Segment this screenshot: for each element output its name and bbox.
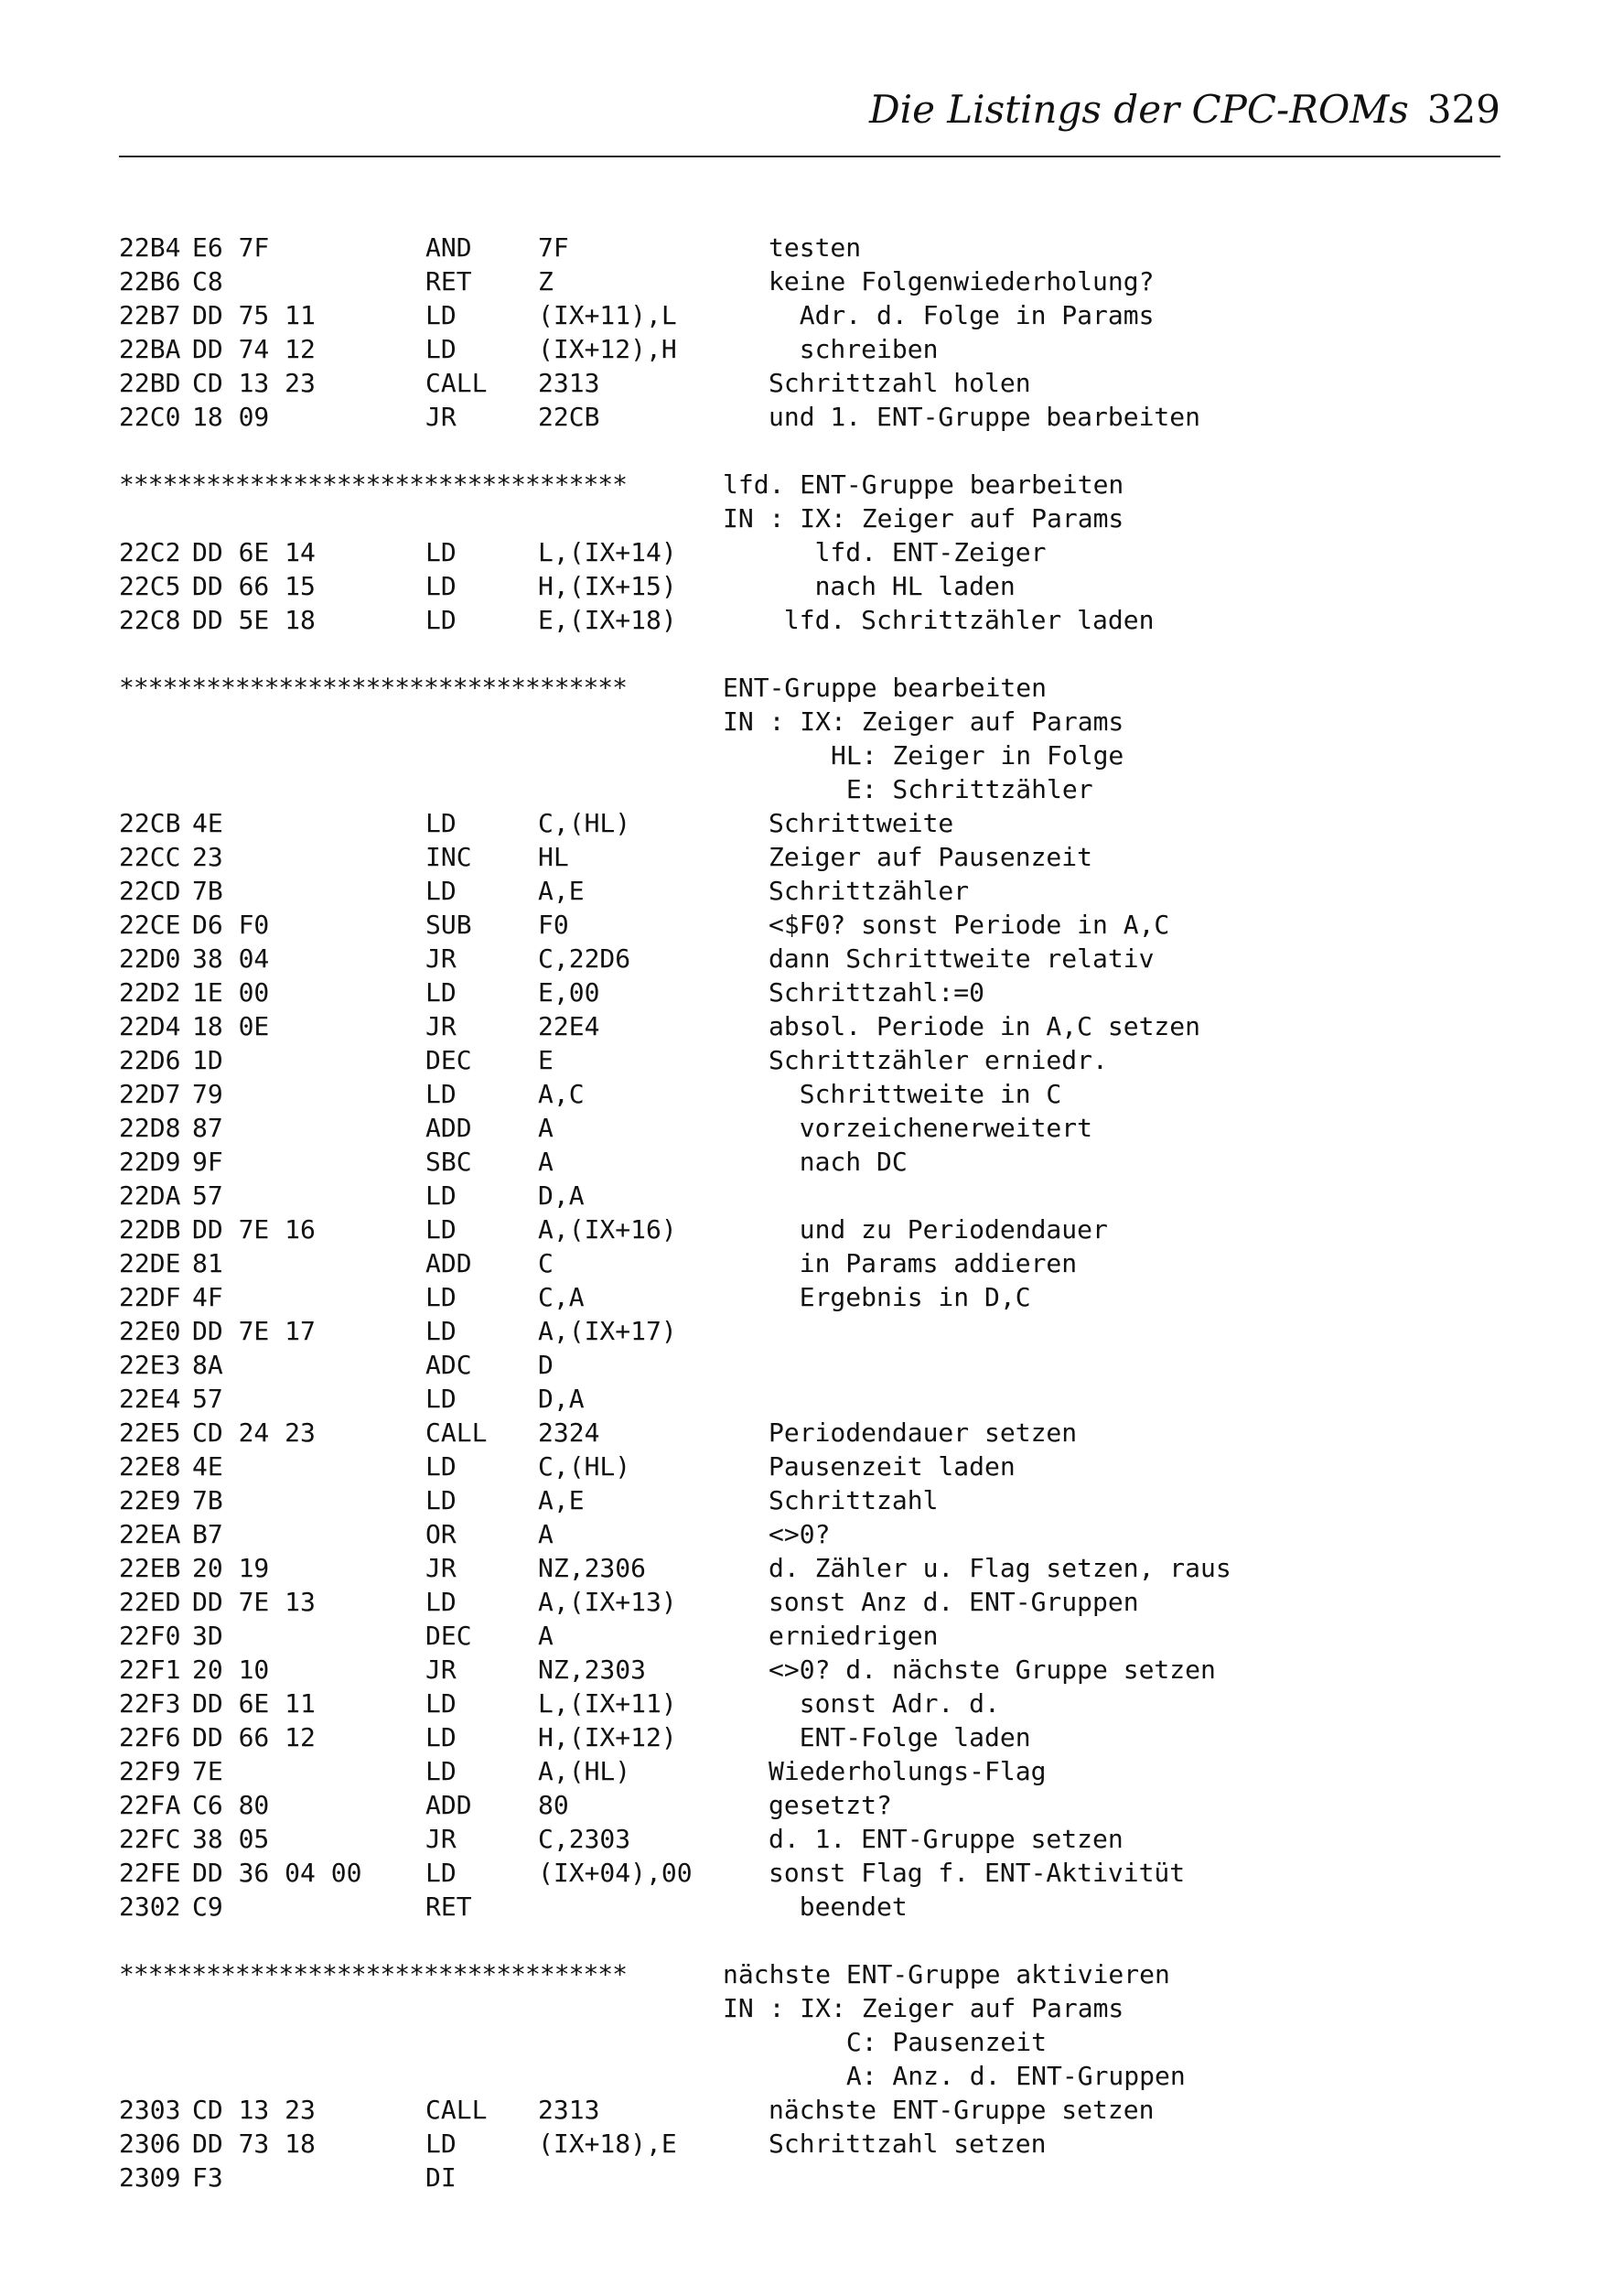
comment: nächste ENT-Gruppe setzen xyxy=(769,2095,1155,2125)
section-comment: IN : IX: Zeiger auf Params xyxy=(723,1993,1124,2023)
comment: absol. Periode in A,C setzen xyxy=(769,1011,1201,1041)
operand: C xyxy=(538,1248,554,1278)
section-header-line xyxy=(119,2059,1491,2093)
operand: (IX+11),L xyxy=(538,300,677,330)
section-header-line xyxy=(119,738,1491,772)
address: 2303 xyxy=(119,2095,181,2125)
mnemonic: DEC xyxy=(425,1621,472,1651)
mnemonic: AND xyxy=(425,232,472,263)
opcode-bytes: C8 xyxy=(192,266,223,296)
operand: C,(HL) xyxy=(538,1451,631,1482)
mnemonic: LD xyxy=(425,1587,457,1617)
operand: C,2303 xyxy=(538,1824,631,1854)
address: 22C5 xyxy=(119,571,181,601)
operand: A xyxy=(538,1147,554,1177)
comment: sonst Anz d. ENT-Gruppen xyxy=(769,1587,1139,1617)
mnemonic: LD xyxy=(425,808,457,838)
section-header-line xyxy=(119,705,1491,738)
code-line xyxy=(119,1483,1491,1517)
opcode-bytes: 57 xyxy=(192,1384,223,1414)
opcode-bytes: 7B xyxy=(192,1485,223,1515)
code-line xyxy=(119,332,1491,366)
address: 22EB xyxy=(119,1553,181,1583)
separator-stars: *********************************** xyxy=(119,1959,628,1989)
header-rule xyxy=(119,156,1500,157)
mnemonic: RET xyxy=(425,266,472,296)
header-title-line xyxy=(869,87,1500,132)
comment: Schrittzahl:=0 xyxy=(769,977,985,1008)
code-line xyxy=(119,1043,1491,1077)
address: 22C0 xyxy=(119,402,181,432)
section-header-line xyxy=(119,1957,1491,1991)
operand: A,E xyxy=(538,876,585,906)
address: 22EA xyxy=(119,1519,181,1549)
address: 22E3 xyxy=(119,1350,181,1380)
mnemonic: LD xyxy=(425,1485,457,1515)
comment: testen xyxy=(769,232,862,263)
section-comment: C: Pausenzeit xyxy=(723,2027,1048,2057)
code-line xyxy=(119,231,1491,264)
address: 22DA xyxy=(119,1180,181,1211)
opcode-bytes: DD 7E 16 xyxy=(192,1214,316,1245)
code-line xyxy=(119,1145,1491,1179)
opcode-bytes: 87 xyxy=(192,1113,223,1143)
code-line xyxy=(119,1246,1491,1280)
code-line xyxy=(119,1720,1491,1754)
comment: ENT-Folge laden xyxy=(769,1722,1031,1752)
mnemonic: LD xyxy=(425,876,457,906)
comment: <>0? d. nächste Gruppe setzen xyxy=(769,1655,1216,1685)
mnemonic: SUB xyxy=(425,910,472,940)
address: 22ED xyxy=(119,1587,181,1617)
page-number: 329 xyxy=(1426,87,1500,132)
operand: A,C xyxy=(538,1079,585,1109)
section-comment: E: Schrittzähler xyxy=(723,774,1093,804)
section-header-line xyxy=(119,501,1491,535)
code-line xyxy=(119,535,1491,569)
opcode-bytes: 79 xyxy=(192,1079,223,1109)
address: 22BA xyxy=(119,334,181,364)
code-line xyxy=(119,400,1491,434)
code-line xyxy=(119,1551,1491,1585)
operand: F0 xyxy=(538,910,569,940)
opcode-bytes: 38 04 xyxy=(192,943,270,974)
address: 22FA xyxy=(119,1790,181,1820)
operand: (IX+12),H xyxy=(538,334,677,364)
comment: lfd. Schrittzähler laden xyxy=(769,605,1155,635)
operand: (IX+18),E xyxy=(538,2129,677,2159)
opcode-bytes: 81 xyxy=(192,1248,223,1278)
opcode-bytes: 23 xyxy=(192,842,223,872)
opcode-bytes: DD 5E 18 xyxy=(192,605,316,635)
comment: Schrittzahl xyxy=(769,1485,939,1515)
mnemonic: ADC xyxy=(425,1350,472,1380)
mnemonic: LD xyxy=(425,1858,457,1888)
comment: beendet xyxy=(769,1892,908,1922)
mnemonic: ADD xyxy=(425,1790,472,1820)
mnemonic: CALL xyxy=(425,368,488,398)
comment: erniedrigen xyxy=(769,1621,939,1651)
mnemonic: LD xyxy=(425,1214,457,1245)
opcode-bytes: 20 10 xyxy=(192,1655,270,1685)
comment: Zeiger auf Pausenzeit xyxy=(769,842,1093,872)
code-line xyxy=(119,2127,1491,2161)
mnemonic: LD xyxy=(425,537,457,567)
code-line xyxy=(119,976,1491,1009)
operand: 2324 xyxy=(538,1417,600,1448)
section-comment: ENT-Gruppe bearbeiten xyxy=(723,673,1048,703)
address: 22F1 xyxy=(119,1655,181,1685)
mnemonic: LD xyxy=(425,1688,457,1719)
comment: d. Zähler u. Flag setzen, raus xyxy=(769,1553,1231,1583)
opcode-bytes: DD 36 04 00 xyxy=(192,1858,362,1888)
opcode-bytes: D6 F0 xyxy=(192,910,270,940)
blank-line xyxy=(119,637,1491,671)
operand: 22CB xyxy=(538,402,600,432)
opcode-bytes: 7B xyxy=(192,876,223,906)
operand: 7F xyxy=(538,232,569,263)
mnemonic: LD xyxy=(425,1079,457,1109)
opcode-bytes: E6 7F xyxy=(192,232,270,263)
separator-stars: *********************************** xyxy=(119,673,628,703)
mnemonic: LD xyxy=(425,571,457,601)
address: 22E4 xyxy=(119,1384,181,1414)
code-line xyxy=(119,264,1491,298)
address: 22D4 xyxy=(119,1011,181,1041)
opcode-bytes: 18 0E xyxy=(192,1011,270,1041)
mnemonic: LD xyxy=(425,1316,457,1346)
address: 22D8 xyxy=(119,1113,181,1143)
opcode-bytes: DD 74 12 xyxy=(192,334,316,364)
opcode-bytes: B7 xyxy=(192,1519,223,1549)
code-line xyxy=(119,1687,1491,1720)
comment: Schrittweite xyxy=(769,808,954,838)
mnemonic: LD xyxy=(425,1384,457,1414)
operand: L,(IX+14) xyxy=(538,537,677,567)
comment: und 1. ENT-Gruppe bearbeiten xyxy=(769,402,1201,432)
operand: NZ,2306 xyxy=(538,1553,647,1583)
mnemonic: LD xyxy=(425,1722,457,1752)
address: 22D9 xyxy=(119,1147,181,1177)
mnemonic: LD xyxy=(425,1282,457,1312)
comment: Adr. d. Folge in Params xyxy=(769,300,1155,330)
code-line xyxy=(119,942,1491,976)
comment: Periodendauer setzen xyxy=(769,1417,1078,1448)
operand: C,(HL) xyxy=(538,808,631,838)
comment: und zu Periodendauer xyxy=(769,1214,1108,1245)
comment: Ergebnis in D,C xyxy=(769,1282,1031,1312)
code-line xyxy=(119,806,1491,840)
code-line xyxy=(119,1314,1491,1348)
mnemonic: LD xyxy=(425,334,457,364)
comment: d. 1. ENT-Gruppe setzen xyxy=(769,1824,1124,1854)
operand: A,E xyxy=(538,1485,585,1515)
operand: L,(IX+11) xyxy=(538,1688,677,1719)
address: 22CE xyxy=(119,910,181,940)
address: 2306 xyxy=(119,2129,181,2159)
mnemonic: LD xyxy=(425,1180,457,1211)
opcode-bytes: 3D xyxy=(192,1621,223,1651)
section-header-line xyxy=(119,671,1491,705)
mnemonic: OR xyxy=(425,1519,457,1549)
opcode-bytes: C6 80 xyxy=(192,1790,270,1820)
code-line xyxy=(119,1111,1491,1145)
mnemonic: CALL xyxy=(425,2095,488,2125)
page-header xyxy=(119,87,1500,151)
operand: 2313 xyxy=(538,368,600,398)
mnemonic: JR xyxy=(425,402,457,432)
code-line xyxy=(119,1280,1491,1314)
code-line xyxy=(119,1009,1491,1043)
opcode-bytes: DD 66 12 xyxy=(192,1722,316,1752)
address: 22BD xyxy=(119,368,181,398)
opcode-bytes: CD 13 23 xyxy=(192,368,316,398)
opcode-bytes: 9F xyxy=(192,1147,223,1177)
mnemonic: LD xyxy=(425,1451,457,1482)
operand: (IX+04),00 xyxy=(538,1858,693,1888)
code-line xyxy=(119,1890,1491,1924)
opcode-bytes: DD 73 18 xyxy=(192,2129,316,2159)
comment: lfd. ENT-Zeiger xyxy=(769,537,1047,567)
mnemonic: LD xyxy=(425,977,457,1008)
mnemonic: LD xyxy=(425,1756,457,1786)
code-line xyxy=(119,1213,1491,1246)
address: 22DF xyxy=(119,1282,181,1312)
comment: schreiben xyxy=(769,334,939,364)
mnemonic: DEC xyxy=(425,1045,472,1075)
address: 22E9 xyxy=(119,1485,181,1515)
address: 22C2 xyxy=(119,537,181,567)
comment: Wiederholungs-Flag xyxy=(769,1756,1047,1786)
address: 22F6 xyxy=(119,1722,181,1752)
address: 22CD xyxy=(119,876,181,906)
comment: Schrittzahl holen xyxy=(769,368,1031,398)
opcode-bytes: 7E xyxy=(192,1756,223,1786)
assembly-listing xyxy=(119,231,1491,2194)
code-line xyxy=(119,1416,1491,1450)
code-line xyxy=(119,1822,1491,1856)
operand: E,(IX+18) xyxy=(538,605,677,635)
mnemonic: LD xyxy=(425,605,457,635)
address: 22D6 xyxy=(119,1045,181,1075)
code-line xyxy=(119,1517,1491,1551)
mnemonic: JR xyxy=(425,1824,457,1854)
opcode-bytes: C9 xyxy=(192,1892,223,1922)
comment: keine Folgenwiederholung? xyxy=(769,266,1155,296)
code-line xyxy=(119,1585,1491,1619)
opcode-bytes: 4E xyxy=(192,1451,223,1482)
section-header-line xyxy=(119,1991,1491,2025)
mnemonic: RET xyxy=(425,1892,472,1922)
code-line xyxy=(119,603,1491,637)
code-line xyxy=(119,1450,1491,1483)
address: 22CC xyxy=(119,842,181,872)
section-comment: IN : IX: Zeiger auf Params xyxy=(723,706,1124,737)
code-line xyxy=(119,2161,1491,2194)
address: 22F0 xyxy=(119,1621,181,1651)
address: 22FE xyxy=(119,1858,181,1888)
section-header-line xyxy=(119,772,1491,806)
code-line xyxy=(119,1348,1491,1382)
section-comment: IN : IX: Zeiger auf Params xyxy=(723,503,1124,534)
opcode-bytes: 18 09 xyxy=(192,402,270,432)
comment: Pausenzeit laden xyxy=(769,1451,1016,1482)
opcode-bytes: DD 66 15 xyxy=(192,571,316,601)
section-comment: nächste ENT-Gruppe aktivieren xyxy=(723,1959,1170,1989)
comment: in Params addieren xyxy=(769,1248,1078,1278)
opcode-bytes: 57 xyxy=(192,1180,223,1211)
comment: Schrittzahl setzen xyxy=(769,2129,1047,2159)
address: 22E0 xyxy=(119,1316,181,1346)
operand: H,(IX+15) xyxy=(538,571,677,601)
operand: C,22D6 xyxy=(538,943,631,974)
opcode-bytes: F3 xyxy=(192,2162,223,2193)
code-line xyxy=(119,2093,1491,2127)
mnemonic: JR xyxy=(425,1655,457,1685)
address: 22C8 xyxy=(119,605,181,635)
opcode-bytes: 4F xyxy=(192,1282,223,1312)
operand: D,A xyxy=(538,1384,585,1414)
mnemonic: CALL xyxy=(425,1417,488,1448)
comment: dann Schrittweite relativ xyxy=(769,943,1155,974)
section-comment: lfd. ENT-Gruppe bearbeiten xyxy=(723,469,1124,500)
opcode-bytes: CD 24 23 xyxy=(192,1417,316,1448)
opcode-bytes: DD 7E 17 xyxy=(192,1316,316,1346)
code-line xyxy=(119,1382,1491,1416)
code-line xyxy=(119,1653,1491,1687)
section-comment: A: Anz. d. ENT-Gruppen xyxy=(723,2061,1186,2091)
code-line xyxy=(119,1856,1491,1890)
blank-line xyxy=(119,1924,1491,1957)
address: 22D7 xyxy=(119,1079,181,1109)
operand: D,A xyxy=(538,1180,585,1211)
mnemonic: JR xyxy=(425,1011,457,1041)
comment: Schrittzähler xyxy=(769,876,970,906)
code-line xyxy=(119,366,1491,400)
code-line xyxy=(119,908,1491,942)
address: 22FC xyxy=(119,1824,181,1854)
operand: 22E4 xyxy=(538,1011,600,1041)
address: 22D0 xyxy=(119,943,181,974)
opcode-bytes: 20 19 xyxy=(192,1553,270,1583)
running-title: Die Listings der CPC-ROMs xyxy=(868,87,1409,132)
opcode-bytes: DD 6E 14 xyxy=(192,537,316,567)
opcode-bytes: DD 75 11 xyxy=(192,300,316,330)
opcode-bytes: 1D xyxy=(192,1045,223,1075)
mnemonic: LD xyxy=(425,300,457,330)
mnemonic: ADD xyxy=(425,1113,472,1143)
address: 22DE xyxy=(119,1248,181,1278)
mnemonic: DI xyxy=(425,2162,457,2193)
opcode-bytes: DD 6E 11 xyxy=(192,1688,316,1719)
operand: A,(IX+17) xyxy=(538,1316,677,1346)
opcode-bytes: DD 7E 13 xyxy=(192,1587,316,1617)
operand: Z xyxy=(538,266,554,296)
operand: A xyxy=(538,1113,554,1143)
opcode-bytes: 1E 00 xyxy=(192,977,270,1008)
mnemonic: SBC xyxy=(425,1147,472,1177)
address: 22F9 xyxy=(119,1756,181,1786)
comment: sonst Adr. d. xyxy=(769,1688,1000,1719)
address: 22DB xyxy=(119,1214,181,1245)
code-line xyxy=(119,1619,1491,1653)
address: 2309 xyxy=(119,2162,181,2193)
opcode-bytes: 8A xyxy=(192,1350,223,1380)
mnemonic: INC xyxy=(425,842,472,872)
operand: A,(IX+16) xyxy=(538,1214,677,1245)
comment: <>0? xyxy=(769,1519,831,1549)
address: 2302 xyxy=(119,1892,181,1922)
mnemonic: ADD xyxy=(425,1248,472,1278)
operand: A,(IX+13) xyxy=(538,1587,677,1617)
comment: sonst Flag f. ENT-Aktivitüt xyxy=(769,1858,1186,1888)
operand: 80 xyxy=(538,1790,569,1820)
operand: A xyxy=(538,1621,554,1651)
operand: D xyxy=(538,1350,554,1380)
code-line xyxy=(119,298,1491,332)
operand: HL xyxy=(538,842,569,872)
code-line xyxy=(119,1788,1491,1822)
separator-stars: *********************************** xyxy=(119,469,628,500)
comment: gesetzt? xyxy=(769,1790,892,1820)
section-header-line xyxy=(119,2025,1491,2059)
code-line xyxy=(119,1179,1491,1213)
operand: A xyxy=(538,1519,554,1549)
mnemonic: JR xyxy=(425,943,457,974)
address: 22E5 xyxy=(119,1417,181,1448)
address: 22B4 xyxy=(119,232,181,263)
section-comment: HL: Zeiger in Folge xyxy=(723,740,1124,771)
comment: <$F0? sonst Periode in A,C xyxy=(769,910,1170,940)
mnemonic: JR xyxy=(425,1553,457,1583)
address: 22CB xyxy=(119,808,181,838)
code-line xyxy=(119,1077,1491,1111)
comment: vorzeichenerweitert xyxy=(769,1113,1093,1143)
code-line xyxy=(119,840,1491,874)
address: 22E8 xyxy=(119,1451,181,1482)
address: 22B6 xyxy=(119,266,181,296)
blank-line xyxy=(119,434,1491,468)
section-header-line xyxy=(119,468,1491,501)
operand: 2313 xyxy=(538,2095,600,2125)
address: 22F3 xyxy=(119,1688,181,1719)
operand: NZ,2303 xyxy=(538,1655,647,1685)
opcode-bytes: 38 05 xyxy=(192,1824,270,1854)
address: 22B7 xyxy=(119,300,181,330)
comment: Schrittweite in C xyxy=(769,1079,1062,1109)
opcode-bytes: CD 13 23 xyxy=(192,2095,316,2125)
operand: E,00 xyxy=(538,977,600,1008)
address: 22D2 xyxy=(119,977,181,1008)
comment: Schrittzähler erniedr. xyxy=(769,1045,1108,1075)
code-line xyxy=(119,1754,1491,1788)
comment: nach HL laden xyxy=(769,571,1016,601)
operand: H,(IX+12) xyxy=(538,1722,677,1752)
mnemonic: LD xyxy=(425,2129,457,2159)
code-line xyxy=(119,874,1491,908)
operand: E xyxy=(538,1045,554,1075)
operand: C,A xyxy=(538,1282,585,1312)
code-line xyxy=(119,569,1491,603)
comment: nach DC xyxy=(769,1147,908,1177)
opcode-bytes: 4E xyxy=(192,808,223,838)
operand: A,(HL) xyxy=(538,1756,631,1786)
